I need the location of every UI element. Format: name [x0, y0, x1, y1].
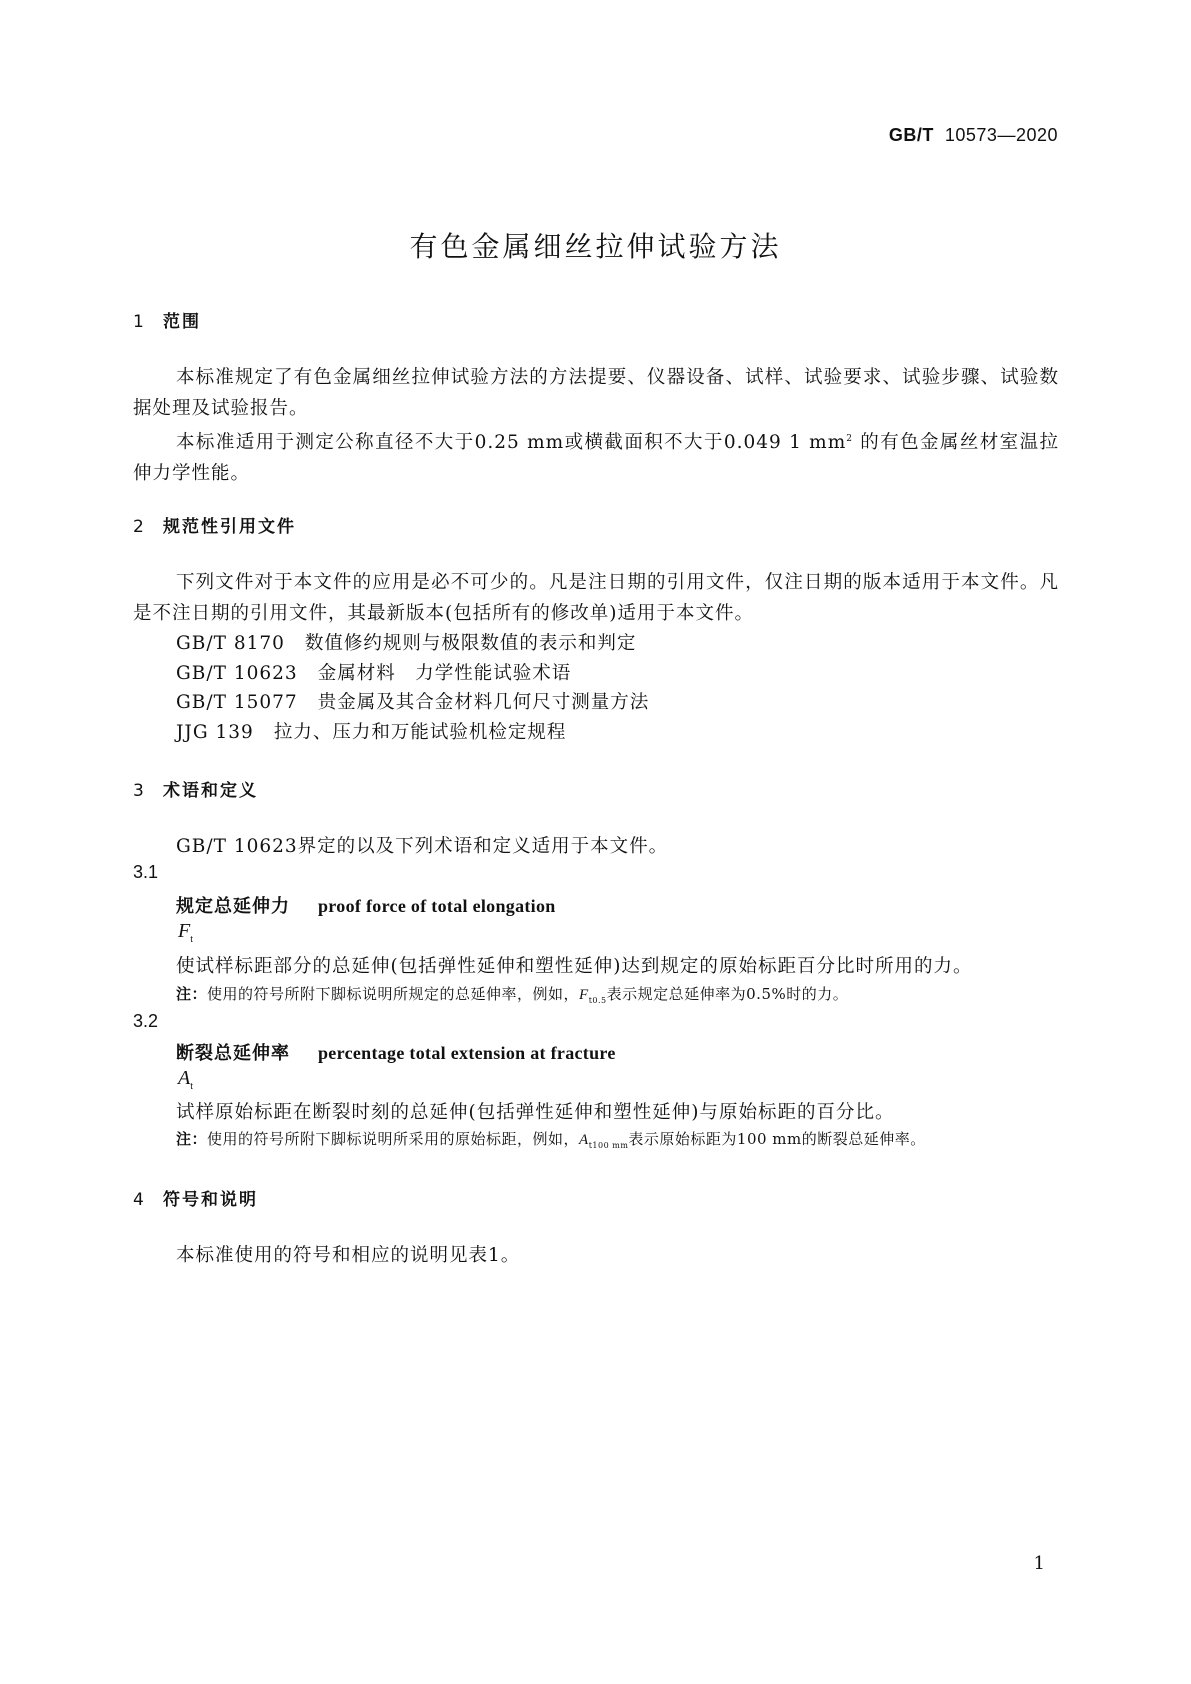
term-symbol: $F_t$ — [178, 920, 193, 945]
scope-paragraph-2: 本标准适用于测定公称直径不大于0.25 mm或横截面积不大于0.049 1 $mm^2$ 的有色金属丝材室温拉伸力学性能。 — [133, 432, 1059, 485]
page-title: 有色金属细丝拉伸试验方法 — [409, 230, 782, 263]
term-heading: 规定总延伸力 proof force of total elongation — [176, 896, 556, 917]
section-heading-symbols: 4 符号和说明 — [133, 1190, 258, 1210]
term-definition: 使试样标距部分的总延伸(包括弹性延伸和塑性延伸)达到规定的原始标距百分比时所用的力。 — [176, 956, 973, 977]
reference-item: GB/T 8170 数值修约规则与极限数值的表示和判定 — [176, 633, 637, 654]
scope-paragraph-1: 本标准规定了有色金属细丝拉伸试验方法的方法提要、仪器设备、试样、试验要求、试验步骤、试验数据处理及试验报告。 — [133, 367, 1059, 419]
references-paragraph: 下列文件对于本文件的应用是必不可少的。凡是注日期的引用文件，仅注日期的版本适用于本文件。凡是不注日期的引用文件，其最新版本(包括所有的修改单)适用于本文件。 — [133, 572, 1059, 624]
section-heading-terms: 3 术语和定义 — [133, 781, 258, 801]
clause-number: 3.1 — [133, 862, 159, 882]
reference-item: GB/T 10623 金属材料 力学性能试验术语 — [176, 663, 572, 684]
clause-number: 3.2 — [133, 1011, 159, 1031]
section-heading-scope: 1 范围 — [133, 312, 201, 332]
term-symbol: $A_t$ — [178, 1067, 193, 1092]
reference-item: JJG 139 拉力、压力和万能试验机检定规程 — [176, 722, 567, 743]
reference-item: GB/T 15077 贵金属及其合金材料几何尺寸测量方法 — [176, 692, 650, 713]
term-note: 注：使用的符号所附下脚标说明所规定的总延伸率，例如，$F_{t0.5}$表示规定总延伸率为0.5%时的力。 — [176, 985, 849, 1005]
section-heading-normative-references: 2 规范性引用文件 — [133, 517, 296, 537]
terms-intro: GB/T 10623界定的以及下列术语和定义适用于本文件。 — [176, 836, 669, 857]
term-definition: 试样原始标距在断裂时刻的总延伸(包括弹性延伸和塑性延伸)与原始标距的百分比。 — [176, 1102, 895, 1123]
symbols-paragraph: 本标准使用的符号和相应的说明见表1。 — [176, 1245, 521, 1266]
standard-number: GB/T 10573—2020 — [888, 125, 1058, 145]
page-number: 1 — [1033, 1553, 1045, 1574]
term-heading: 断裂总延伸率 percentage total extension at fracture — [176, 1043, 616, 1064]
term-note: 注：使用的符号所附下脚标说明所采用的原始标距，例如，$A_{t100 mm}$表示原始标距为100 mm的断裂总延伸率。 — [176, 1130, 926, 1150]
